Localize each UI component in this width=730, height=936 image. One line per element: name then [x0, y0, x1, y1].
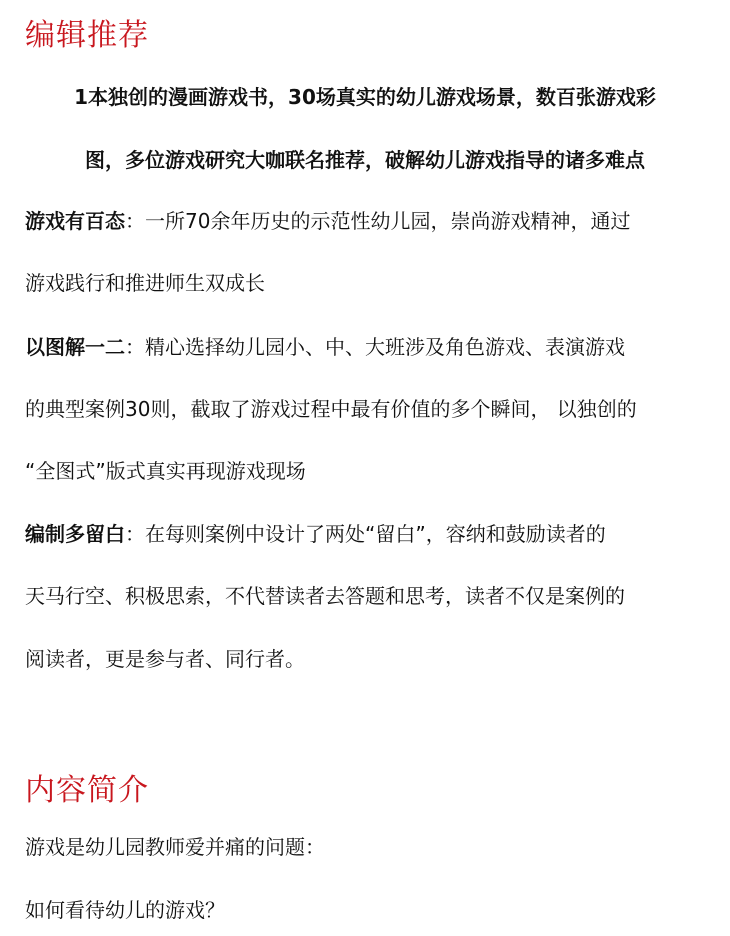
point-1-text: 一所70余年历史的示范性幼儿园，崇尚游戏精神，通过: [145, 209, 631, 233]
point-3-text: 在每则案例中设计了两处“留白”，容纳和鼓励读者的: [145, 522, 606, 546]
point-3-line-3: 阅读者，更是参与者、同行者。: [25, 647, 305, 671]
intro-line-2: 图，多位游戏研究大咖联名推荐，破解幼儿游戏指导的诸多难点: [85, 148, 645, 172]
section-title-summary: 内容简介: [25, 773, 149, 808]
summary-line-2: 如何看待幼儿的游戏？: [25, 898, 225, 922]
point-3-line-1: [25, 520, 606, 548]
point-1-separator: ：: [125, 209, 145, 233]
point-1-line-2: 游戏践行和推进师生双成长: [25, 271, 265, 295]
point-2-separator: ：: [125, 335, 145, 359]
point-3-line-2: 天马行空、积极思索，不代替读者去答题和思考，读者不仅是案例的: [25, 584, 625, 608]
point-2-text: 精心选择幼儿园小、中、大班涉及角色游戏、表演游戏: [145, 335, 625, 359]
point-1-line-1: [25, 207, 630, 235]
intro-line-1: 1本独创的漫画游戏书，30场真实的幼儿游戏场景，数百张游戏彩: [74, 85, 656, 109]
point-2-line-2: 的典型案例30则，截取了游戏过程中最有价值的多个瞬间， 以独创的: [25, 397, 637, 421]
section-title-recommendation: 编辑推荐: [25, 18, 149, 53]
point-2-line-3: “全图式”版式真实再现游戏现场: [25, 459, 306, 483]
summary-line-1: 游戏是幼儿园教师爱并痛的问题：: [25, 835, 325, 859]
point-2-line-1: [25, 333, 625, 361]
point-3-separator: ：: [125, 522, 145, 546]
point-1-label: 游戏有百态: [25, 209, 125, 233]
point-2-label: 以图解一二: [25, 335, 125, 359]
point-3-label: 编制多留白: [25, 522, 125, 546]
